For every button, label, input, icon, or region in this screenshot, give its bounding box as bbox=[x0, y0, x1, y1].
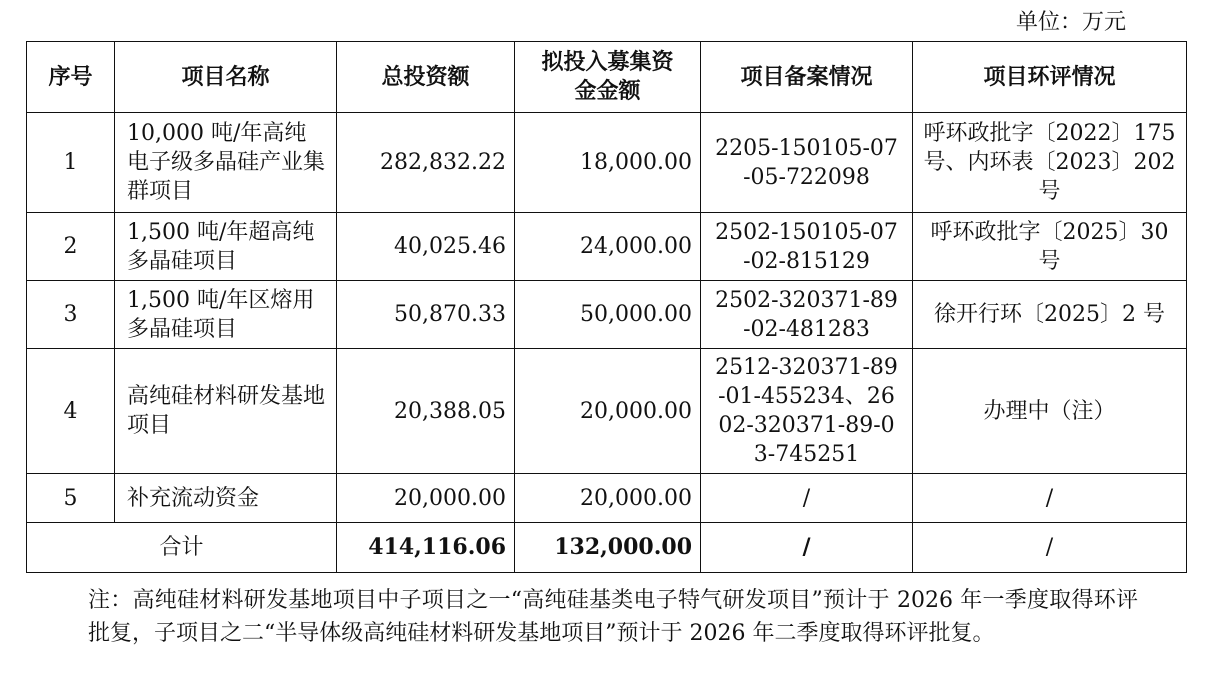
cell-eia: 呼环政批字〔2025〕30 号 bbox=[913, 213, 1187, 281]
cell-total: 282,832.22 bbox=[337, 113, 515, 213]
cell-filing: 2502-320371-89-02-481283 bbox=[701, 281, 913, 349]
total-investment: 414,116.06 bbox=[337, 523, 515, 573]
total-label: 合计 bbox=[27, 523, 337, 573]
table-row bbox=[27, 349, 1187, 474]
cell-name: 1,500 吨/年区熔用多晶硅项目 bbox=[115, 281, 337, 349]
total-raise: 132,000.00 bbox=[515, 523, 701, 573]
table-header-row bbox=[27, 42, 1187, 113]
cell-raise: 50,000.00 bbox=[515, 281, 701, 349]
cell-seq: 4 bbox=[27, 349, 115, 474]
cell-raise: 20,000.00 bbox=[515, 349, 701, 474]
table-row bbox=[27, 281, 1187, 349]
total-row bbox=[27, 523, 1187, 573]
cell-total: 50,870.33 bbox=[337, 281, 515, 349]
table-row bbox=[27, 213, 1187, 281]
unit-label: 单位：万元 bbox=[1015, 10, 1126, 35]
header-raise: 拟投入募集资金金额 bbox=[515, 42, 701, 113]
total-eia: / bbox=[913, 523, 1187, 573]
cell-seq: 2 bbox=[27, 213, 115, 281]
cell-seq: 5 bbox=[27, 474, 115, 523]
cell-name: 补充流动资金 bbox=[115, 474, 337, 523]
cell-seq: 1 bbox=[27, 113, 115, 213]
cell-filing: 2502-150105-07-02-815129 bbox=[701, 213, 913, 281]
cell-raise: 24,000.00 bbox=[515, 213, 701, 281]
cell-raise: 18,000.00 bbox=[515, 113, 701, 213]
header-seq: 序号 bbox=[27, 42, 115, 113]
cell-total: 20,000.00 bbox=[337, 474, 515, 523]
header-name: 项目名称 bbox=[115, 42, 337, 113]
cell-eia: 办理中（注） bbox=[913, 349, 1187, 474]
header-eia: 项目环评情况 bbox=[913, 42, 1187, 113]
cell-eia: 徐开行环〔2025〕2 号 bbox=[913, 281, 1187, 349]
cell-eia: 呼环政批字〔2022〕175 号、内环表〔2023〕202 号 bbox=[913, 113, 1187, 213]
cell-total: 20,388.05 bbox=[337, 349, 515, 474]
table-row bbox=[27, 474, 1187, 523]
cell-filing: / bbox=[701, 474, 913, 523]
total-filing: / bbox=[701, 523, 913, 573]
table-row bbox=[27, 113, 1187, 213]
cell-eia: / bbox=[913, 474, 1187, 523]
cell-filing: 2205-150105-07-05-722098 bbox=[701, 113, 913, 213]
cell-name: 1,500 吨/年超高纯多晶硅项目 bbox=[115, 213, 337, 281]
header-total: 总投资额 bbox=[337, 42, 515, 113]
cell-filing: 2512-320371-89-01-455234、2602-320371-89-03-745251 bbox=[701, 349, 913, 474]
table-footnote: 注：高纯硅材料研发基地项目中子项目之一“高纯硅基类电子特气研发项目”预计于 2026 年一季度取得环评批复，子项目之二“半导体级高纯硅材料研发基地项目”预计于 2026 年二季度取得环评批复。 bbox=[88, 588, 1138, 646]
fundraising-projects-table bbox=[26, 41, 1187, 573]
cell-raise: 20,000.00 bbox=[515, 474, 701, 523]
header-filing: 项目备案情况 bbox=[701, 42, 913, 113]
cell-total: 40,025.46 bbox=[337, 213, 515, 281]
cell-name: 10,000 吨/年高纯电子级多晶硅产业集群项目 bbox=[115, 113, 337, 213]
cell-seq: 3 bbox=[27, 281, 115, 349]
cell-name: 高纯硅材料研发基地项目 bbox=[115, 349, 337, 474]
